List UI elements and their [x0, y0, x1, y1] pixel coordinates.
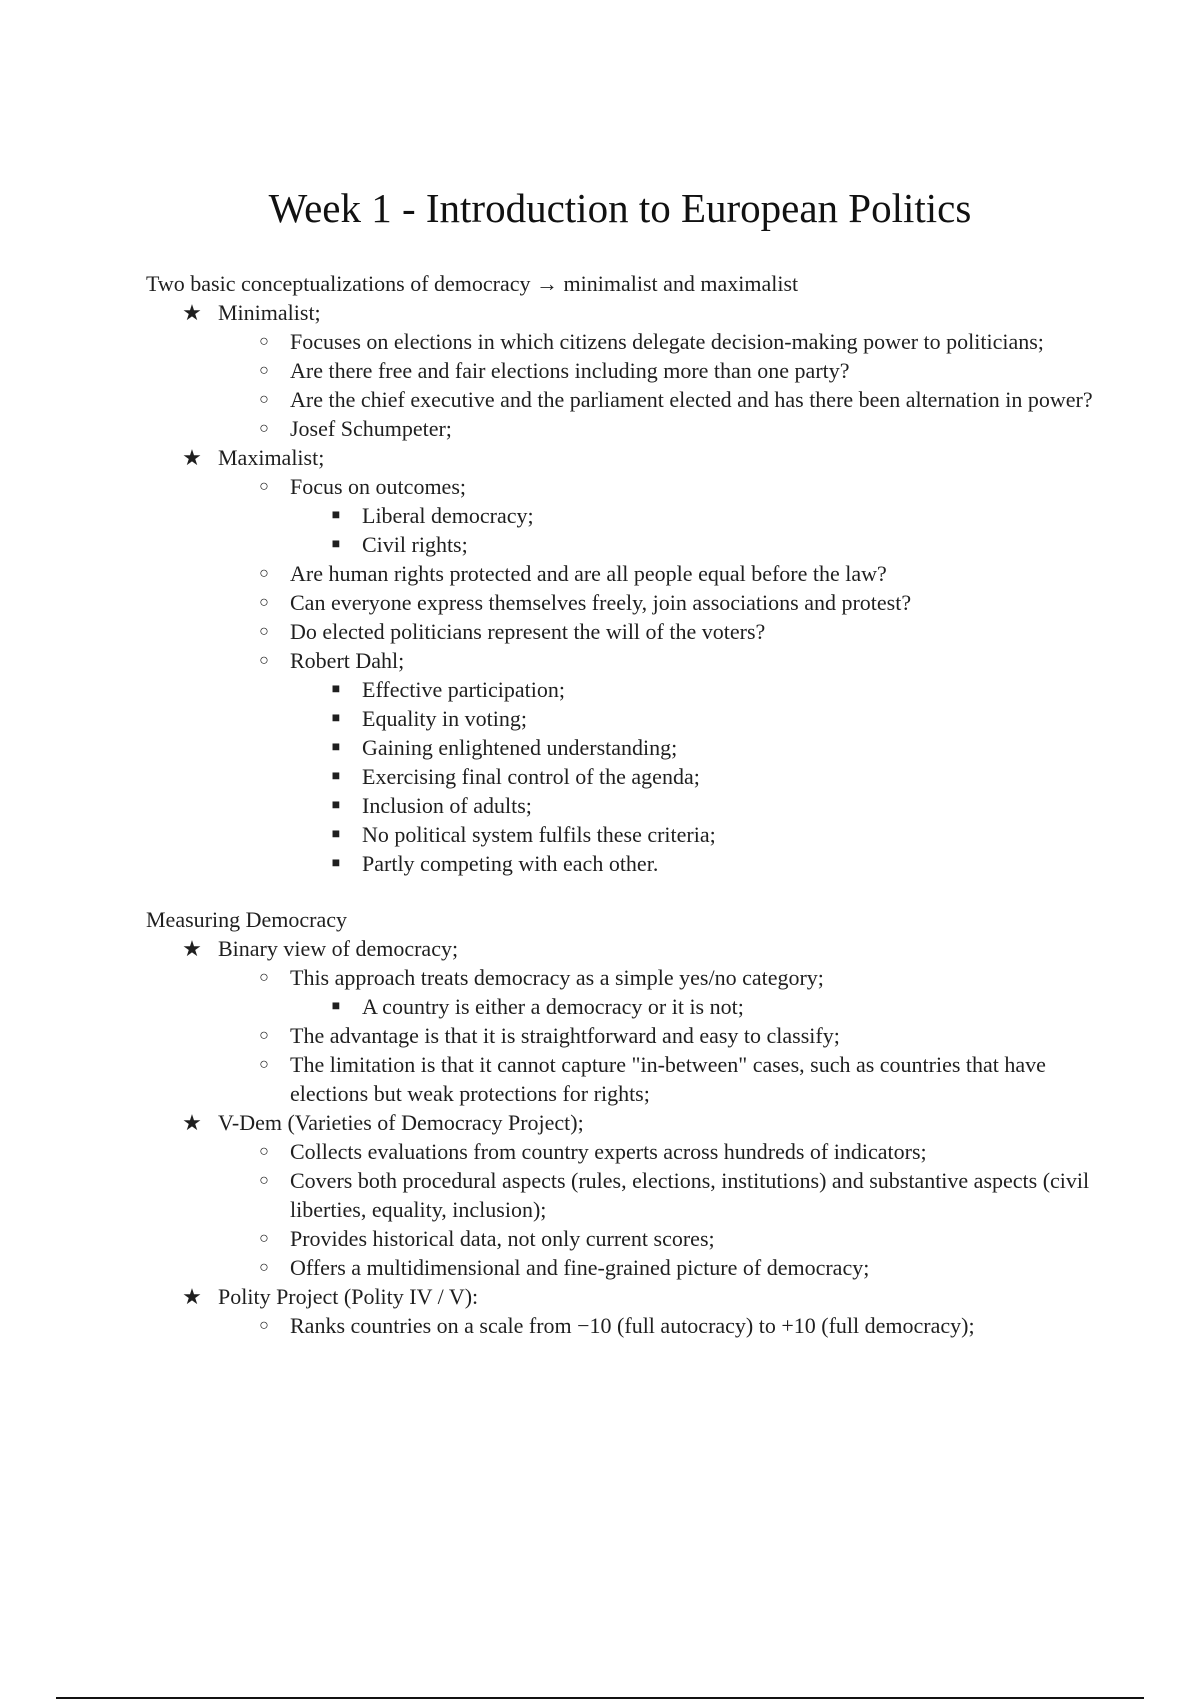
circle-bullet-icon: ○: [259, 420, 269, 437]
list-item: ○ Focuses on elections in which citizens delegate decision-making power to politicians;: [146, 327, 1106, 356]
square-bullet-icon: ■: [331, 827, 341, 842]
square-bullet-icon: ■: [331, 999, 341, 1014]
footer-divider: [56, 1697, 1144, 1699]
circle-bullet-icon: ○: [259, 362, 269, 379]
circle-bullet-icon: ○: [259, 391, 269, 408]
list-item: ■ Partly competing with each other.: [146, 849, 1106, 878]
measuring-democracy-list: [146, 934, 1106, 1340]
list-item: ○ Focus on outcomes;: [146, 472, 1106, 501]
document-body: [146, 270, 1106, 1340]
circle-bullet-icon: ○: [259, 1259, 269, 1276]
square-bullet-icon: ■: [331, 537, 341, 552]
list-item: ○ Collects evaluations from country experts across hundreds of indicators;: [146, 1137, 1106, 1166]
list-item: ○ This approach treats democracy as a simple yes/no category;: [146, 963, 1106, 992]
list-item: ○ Ranks countries on a scale from −10 (full autocracy) to +10 (full democracy);: [146, 1311, 1106, 1340]
circle-bullet-icon: ○: [259, 1172, 269, 1189]
list-item: ■ Liberal democracy;: [146, 501, 1106, 530]
star-bullet-icon: ★: [182, 445, 202, 470]
square-bullet-icon: ■: [331, 740, 341, 755]
list-item: ○ Are the chief executive and the parliament elected and has there been alternation in power?: [146, 385, 1106, 414]
section-heading-conceptualizations: Two basic conceptualizations of democracy → minimalist and maximalist: [146, 271, 799, 296]
list-item: ○ The limitation is that it cannot capture "in-between" cases, such as countries that have elections but weak protections for rights;: [146, 1050, 1106, 1108]
circle-bullet-icon: ○: [259, 652, 269, 669]
circle-bullet-icon: ○: [259, 1230, 269, 1247]
list-item: ○ Provides historical data, not only current scores;: [146, 1224, 1106, 1253]
section-heading-measuring-democracy: Measuring Democracy: [146, 907, 347, 932]
star-bullet-icon: ★: [182, 1110, 202, 1135]
circle-bullet-icon: ○: [259, 623, 269, 640]
list-item: ○ The advantage is that it is straightforward and easy to classify;: [146, 1021, 1106, 1050]
list-item: ○ Robert Dahl;: [146, 646, 1106, 675]
circle-bullet-icon: ○: [259, 333, 269, 350]
list-item-minimalist: ★ Minimalist;: [146, 298, 1106, 327]
list-item: ■ A country is either a democracy or it is not;: [146, 992, 1106, 1021]
list-item-binary-view: ★ Binary view of democracy;: [146, 934, 1106, 963]
spacer: [146, 878, 1106, 906]
circle-bullet-icon: ○: [259, 1027, 269, 1044]
list-item: ■ Effective participation;: [146, 675, 1106, 704]
circle-bullet-icon: ○: [259, 1056, 269, 1073]
circle-bullet-icon: ○: [259, 969, 269, 986]
list-item-vdem: ★ V-Dem (Varieties of Democracy Project);: [146, 1108, 1106, 1137]
star-bullet-icon: ★: [182, 1284, 202, 1309]
circle-bullet-icon: ○: [259, 478, 269, 495]
square-bullet-icon: ■: [331, 711, 341, 726]
square-bullet-icon: ■: [331, 769, 341, 784]
list-item: ■ Gaining enlightened understanding;: [146, 733, 1106, 762]
list-item: ○ Are human rights protected and are all people equal before the law?: [146, 559, 1106, 588]
circle-bullet-icon: ○: [259, 565, 269, 582]
list-item: ■ Exercising final control of the agenda;: [146, 762, 1106, 791]
circle-bullet-icon: ○: [259, 594, 269, 611]
list-item: ○ Do elected politicians represent the will of the voters?: [146, 617, 1106, 646]
list-item: ■ Equality in voting;: [146, 704, 1106, 733]
square-bullet-icon: ■: [331, 856, 341, 871]
list-item: ■ Inclusion of adults;: [146, 791, 1106, 820]
star-bullet-icon: ★: [182, 300, 202, 325]
square-bullet-icon: ■: [331, 798, 341, 813]
conceptualizations-list: [146, 298, 1106, 878]
list-item: ■ Civil rights;: [146, 530, 1106, 559]
page-title: Week 1 - Introduction to European Politics: [268, 185, 972, 231]
list-item-polity: ★ Polity Project (Polity IV / V):: [146, 1282, 1106, 1311]
star-bullet-icon: ★: [182, 936, 202, 961]
list-item: ○ Can everyone express themselves freely, join associations and protest?: [146, 588, 1106, 617]
list-item: ○ Offers a multidimensional and fine-grained picture of democracy;: [146, 1253, 1106, 1282]
list-item: ○ Josef Schumpeter;: [146, 414, 1106, 443]
square-bullet-icon: ■: [331, 682, 341, 697]
list-item: ○ Covers both procedural aspects (rules, elections, institutions) and substantive aspects (civil liberties, equality, inclusion);: [146, 1166, 1106, 1224]
list-item: ○ Are there free and fair elections including more than one party?: [146, 356, 1106, 385]
circle-bullet-icon: ○: [259, 1143, 269, 1160]
circle-bullet-icon: ○: [259, 1317, 269, 1334]
list-item: ■ No political system fulfils these criteria;: [146, 820, 1106, 849]
square-bullet-icon: ■: [331, 508, 341, 523]
list-item-maximalist: ★ Maximalist;: [146, 443, 1106, 472]
